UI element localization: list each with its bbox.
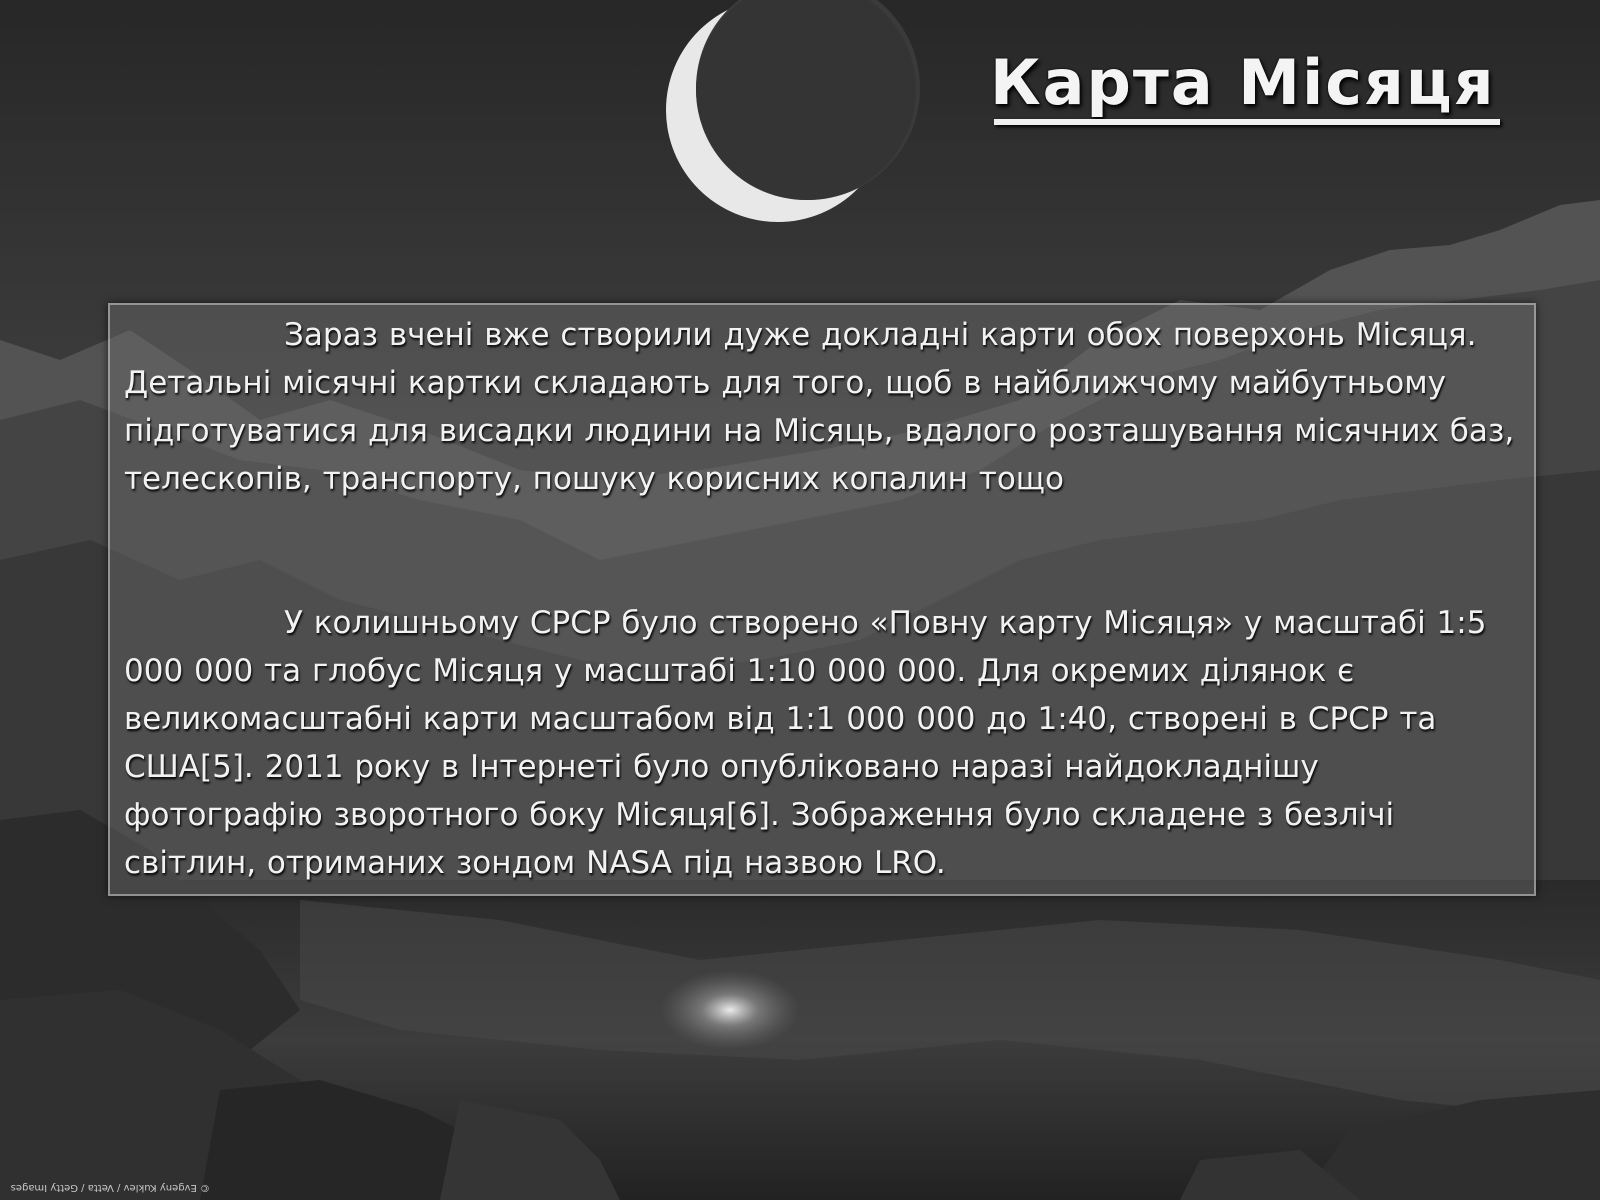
photo-credit: © Evgeny Kuklev / Vetta / Getty Images (10, 1182, 210, 1193)
title-underline (994, 119, 1500, 125)
paragraph-spacer (124, 503, 1520, 599)
slide-title: Карта Місяця (990, 46, 1496, 119)
paragraph-maps-purpose: Зараз вчені вже створили дуже докладні карти обох поверхонь Місяця. Детальні місячні картки складають для того, щоб в найближчому майбутньому підготуватися для висадки людини на Місяць, вдалого розташування місячних баз, телескопів, транспорту, пошуку корисних копалин тощо (124, 317, 1515, 497)
paragraph-ussr-maps: У колишньому СРСР було створено «Повну карту Місяця» у масштабі 1:5 000 000 та глобус Місяця у масштабі 1:10 000 000. Для окремих ділянок є великомасштабні карти масштабом від 1:1 000 000 до 1:40, створені в СРСР та США[5]. 2011 року в Інтернеті було опубліковано наразі найдокладнішу фотографію зворотного боку Місяця[6]. Зображення було складене з безлічі світлин, отриманих зондом NASA під назвою LRO. (124, 605, 1487, 881)
text-panel (108, 303, 1536, 896)
